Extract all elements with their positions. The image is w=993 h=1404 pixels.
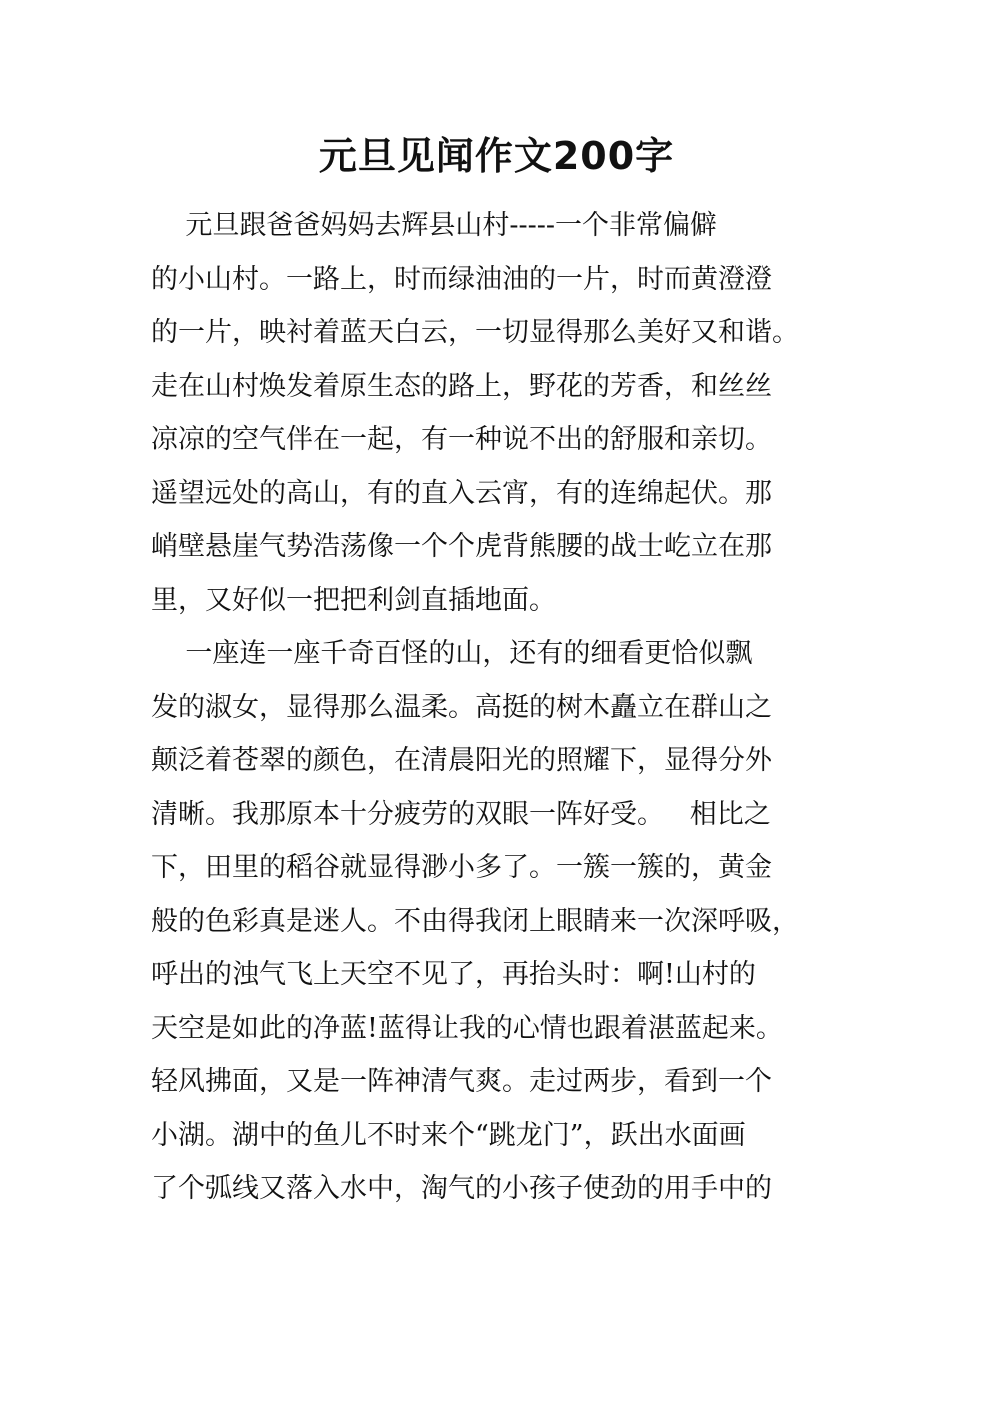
text-line-15: 呼出的浊气飞上天空不见了，再抬头时：啊!山村的 (151, 959, 756, 990)
text-line-14: 般的色彩真是迷人。不由得我闭上眼睛来一次深呼吸， (151, 905, 799, 937)
text-line-3: 的一片，映衬着蓝天白云，一切显得那么美好又和谐。 (151, 317, 799, 348)
text-line-8: 里，又好似一把把利剑直插地面。 (151, 584, 556, 616)
text-line-9: 一座连一座千奇百怪的山，还有的细看更恰似飘 (151, 638, 753, 669)
text-line-5: 凉凉的空气伴在一起，有一种说不出的舒服和亲切。 (151, 424, 772, 455)
text-line-2: 的小山村。一路上，时而绿油油的一片，时而黄澄澄 (151, 263, 772, 295)
essay-body (151, 199, 871, 1216)
text-line-19: 了个弧线又落入水中，淘气的小孩子使劲的用手中的 (151, 1173, 772, 1204)
text-line-11: 颠泛着苍翠的颜色，在清晨阳光的照耀下，显得分外 (151, 745, 772, 776)
text-line-13: 下，田里的稻谷就显得渺小多了。一簇一簇的，黄金 (151, 852, 772, 883)
text-line-12: 清晰。我那原本十分疲劳的双眼一阵好受。 相比之 (151, 798, 771, 830)
text-line-10: 发的淑女，显得那么温柔。高挺的树木矗立在群山之 (151, 691, 772, 723)
text-line-7: 峭壁悬崖气势浩荡像一个个虎背熊腰的战士屹立在那 (151, 531, 772, 562)
text-line-1: 元旦跟爸爸妈妈去辉县山村-----一个非常偏僻 (151, 210, 717, 241)
text-line-18: 小湖。湖中的鱼儿不时来个“跳龙门”，跃出水面画 (151, 1119, 746, 1151)
text-line-17: 轻风拂面，又是一阵神清气爽。走过两步，看到一个 (151, 1066, 772, 1097)
text-line-4: 走在山村焕发着原生态的路上，野花的芳香，和丝丝 (151, 370, 772, 402)
text-line-6: 遥望远处的高山，有的直入云宵，有的连绵起伏。那 (151, 477, 772, 509)
text-line-16: 天空是如此的净蓝!蓝得让我的心情也跟着湛蓝起来。 (151, 1012, 783, 1044)
essay-title: 元旦见闻作文200字 (318, 134, 675, 178)
